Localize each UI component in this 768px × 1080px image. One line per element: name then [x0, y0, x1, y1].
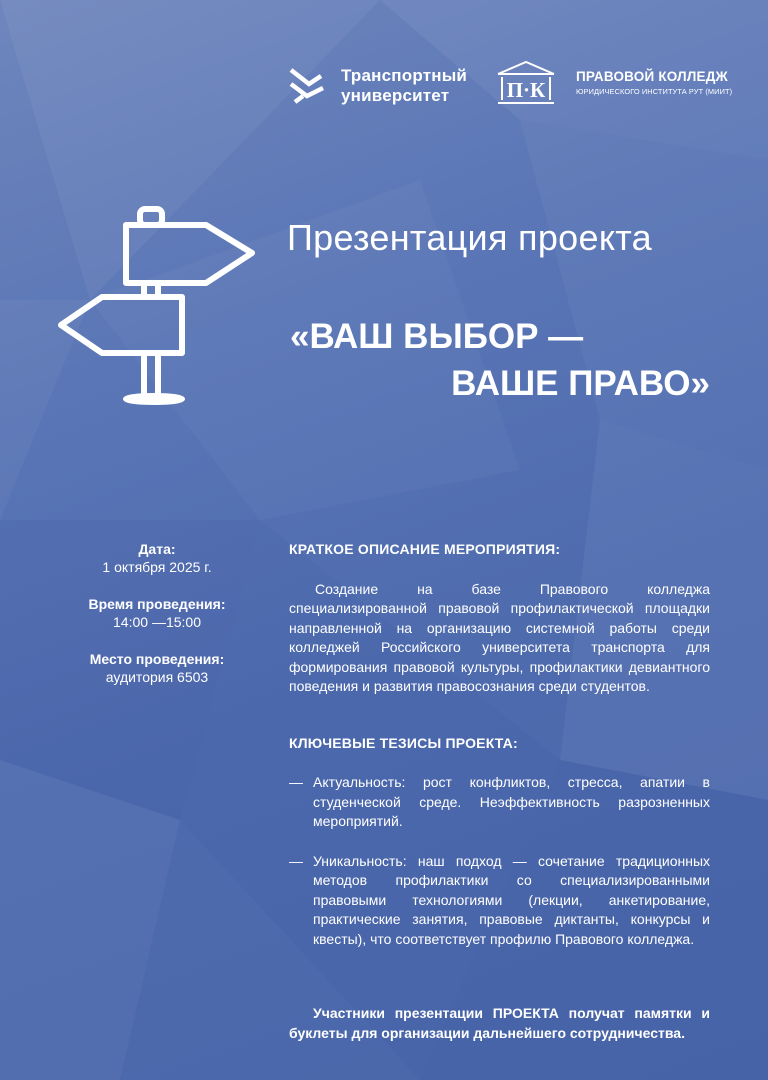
tu-name-line1: Транспортный: [341, 66, 468, 85]
tu-chevron-logo-icon: [287, 66, 327, 106]
law-college-subtitle: ЮРИДИЧЕСКОГО ИНСТИТУТА РУТ (МИИТ): [576, 87, 733, 96]
project-title-line1: «ВАШ ВЫБОР —: [290, 317, 584, 356]
bullet-dash: —: [289, 852, 303, 869]
project-title-line2: ВАШЕ ПРАВО»: [451, 364, 710, 403]
event-info: [82, 540, 232, 705]
thesis-text: Актуальность: рост конфликтов, стресса, апатии в студенческой среде. Неэффективность разрозненных мероприятий.: [313, 774, 710, 829]
closing-note: Участники презентации ПРОЕКТА получат памятки и буклеты для организации дальнейшего сотрудничества.: [289, 1005, 710, 1041]
law-college-name: ПРАВОВОЙ КОЛЛЕДЖ: [576, 69, 728, 84]
signpost-icon: [58, 205, 258, 405]
bullet-dash: —: [289, 774, 303, 790]
time-label: Время проведения:: [88, 596, 226, 612]
law-college-logo: [494, 60, 732, 106]
place-label: Место проведения:: [89, 651, 225, 667]
pk-emblem-letters: П·К: [506, 78, 546, 102]
presentation-label: Презентация проекта: [287, 217, 652, 258]
theses-heading: КЛЮЧЕВЫЕ ТЕЗИСЫ ПРОЕКТА:: [289, 734, 518, 751]
project-title: [290, 313, 714, 407]
time-value: 14:00 —15:00: [113, 614, 201, 630]
thesis-item: [289, 773, 710, 832]
place-value: аудитория 6503: [105, 669, 209, 685]
transport-university-logo: [287, 66, 467, 106]
summary-text: Создание на базе Правового колледжа специализированной правовой профилактической площадки направленной на организацию системной работы среди колледжей Российского университета транспорта для формирования правовой культуры, профилактики девиантного поведения и развития правосознания среди студентов.: [289, 580, 710, 694]
date-value: 1 октября 2025 г.: [102, 559, 212, 575]
thesis-item: [289, 852, 710, 950]
pk-column-emblem-icon: [494, 60, 558, 106]
date-label: Дата:: [138, 541, 176, 557]
event-description: [289, 540, 710, 1057]
summary-heading: КРАТКОЕ ОПИСАНИЕ МЕРОПРИЯТИЯ:: [289, 541, 561, 557]
thesis-text: Уникальность: наш подход — сочетание традиционных методов профилактики со специализированными правовыми технологиями (лекции, анкетирование, практические занятия, правовые диктанты, конкурсы и квесты), что соответствует профилю Правового колледжа.: [313, 852, 710, 947]
tu-name-line2: университет: [341, 86, 450, 105]
